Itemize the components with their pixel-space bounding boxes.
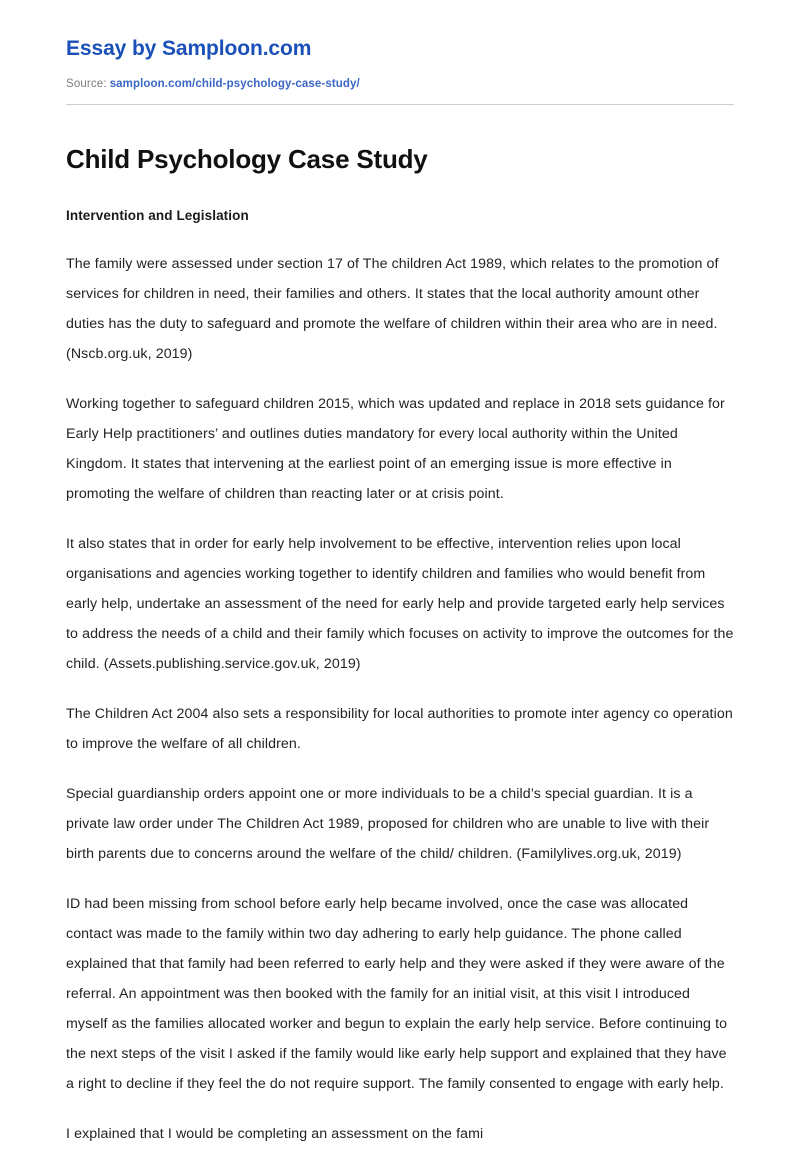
site-header <box>66 0 734 105</box>
source-label: Source: <box>66 78 107 91</box>
paragraph: The Children Act 2004 also sets a responsibility for local authorities to promote inter agency co operation to improve the welfare of all children. <box>66 705 733 752</box>
page-title: Child Psychology Case Study <box>66 144 428 175</box>
section-heading: Intervention and Legislation <box>66 207 249 223</box>
paragraph: ID had been missing from school before early help became involved, once the case was allocated contact was made to the family within two day adhering to early help guidance. The phone called explained that that family had been referred to early help and they were asked if they were aware of the referral. An appointment was then booked with the family for an initial visit, at this visit I introduced myself as the families allocated worker and begun to explain the early help service. Before continuing to the next steps of the visit I asked if the family would like early help support and explained that they have a right to decline if they feel the do not require support. The family consented to engage with early help. <box>66 895 728 1092</box>
article-body <box>66 113 734 1149</box>
header-divider <box>66 104 734 105</box>
brand-title: Essay by Samploon.com <box>66 37 312 60</box>
paragraph: It also states that in order for early help involvement to be effective, intervention relies upon local organisations and agencies working together to identify children and families who would benefit from early help, undertake an assessment of the need for early help and provide targeted early help services to address the needs of a child and their family which focuses on activity to improve the outcomes for the child. (Assets.publishing.service.gov.uk, 2019) <box>66 535 734 672</box>
paragraph-truncated: I explained that I would be completing an assessment on the fami <box>66 1125 484 1142</box>
paragraph: Working together to safeguard children 2015, which was updated and replace in 2018 sets guidance for Early Help practitioners’ and outlines duties mandatory for every local authority within the United Kingdom. It states that intervening at the earliest point of an emerging issue is more effective in promoting the welfare of children than reacting later or at crisis point. <box>66 395 725 502</box>
source-url-link[interactable]: samploon.com/child-psychology-case-study/ <box>109 78 360 91</box>
paragraph: Special guardianship orders appoint one or more individuals to be a child’s special guardian. It is a private law order under The Children Act 1989, proposed for children who are unable to live with their birth parents due to concerns around the welfare of the child/ children. (Familylives.org.uk, 2019) <box>66 785 710 862</box>
source-line <box>66 78 734 90</box>
paragraph: The family were assessed under section 17 of The children Act 1989, which relates to the promotion of services for children in need, their families and others. It states that the local authority amount other duties has the duty to safeguard and promote the welfare of children within their area who are in need. (Nscb.org.uk, 2019) <box>66 255 719 362</box>
